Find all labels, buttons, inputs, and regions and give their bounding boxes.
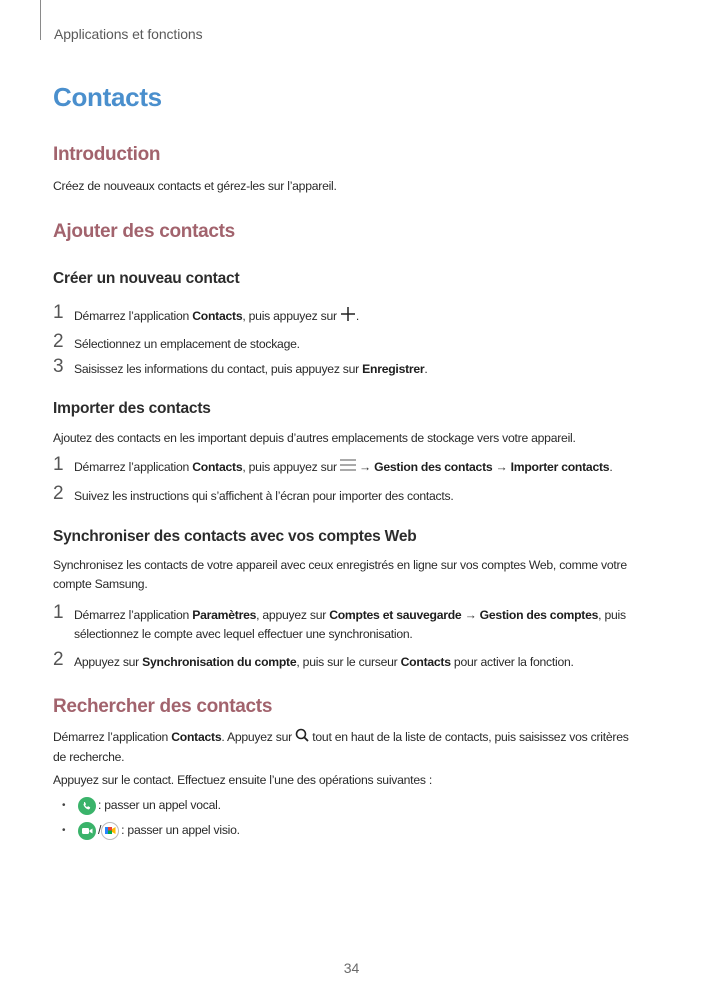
importer-intro: Ajoutez des contacts en les important depuis d’autres emplacements de stockage vers votre appareil. bbox=[53, 431, 576, 445]
page-title: Contacts bbox=[53, 82, 162, 112]
heading-ajouter: Ajouter des contacts bbox=[53, 221, 235, 242]
bullet-text: : passer un appel vocal. bbox=[98, 798, 221, 812]
menu-path: Gestion des contacts bbox=[374, 460, 493, 475]
bullet-text: : passer un appel visio. bbox=[121, 823, 240, 837]
running-header: Applications et fonctions bbox=[54, 26, 203, 42]
step-text: pour activer la fonction. bbox=[450, 655, 574, 669]
step-text: Saisissez les informations du contact, puis appuyez sur bbox=[74, 362, 363, 376]
video-call-icon bbox=[78, 822, 96, 840]
step-number: 1 bbox=[53, 302, 64, 323]
step-text: Démarrez l’application bbox=[74, 460, 193, 475]
heading-rechercher: Rechercher des contacts bbox=[53, 696, 273, 717]
plus-icon bbox=[340, 306, 356, 328]
search-icon bbox=[295, 728, 309, 748]
menu-path: Synchronisation du compte bbox=[142, 655, 297, 669]
arrow: → bbox=[461, 608, 480, 622]
bullet-dot: • bbox=[62, 800, 66, 811]
step-text: Démarrez l’application bbox=[74, 608, 193, 622]
text: tout en haut de la liste de contacts, puis saisissez vos critères de recherche. bbox=[53, 730, 629, 764]
step-text: , puis sur le curseur bbox=[296, 655, 401, 669]
button-name: Enregistrer bbox=[362, 362, 425, 376]
page-number: 34 bbox=[343, 960, 360, 976]
margin-rule bbox=[40, 0, 41, 40]
synchroniser-intro: Synchronisez les contacts de votre appareil avec ceux enregistrés en ligne sur vos comptes Web, comme votre compte Samsung. bbox=[53, 558, 627, 591]
step-text: , puis appuyez sur bbox=[242, 460, 340, 475]
arrow: → bbox=[355, 460, 375, 475]
punct: . bbox=[424, 362, 428, 376]
menu-path: Comptes et sauvegarde bbox=[329, 608, 462, 622]
arrow: → bbox=[492, 460, 511, 475]
step-number: 2 bbox=[53, 649, 64, 670]
menu-path: Gestion des comptes bbox=[479, 608, 599, 622]
toggle-name: Contacts bbox=[400, 655, 451, 669]
step-text: Sélectionnez un emplacement de stockage. bbox=[74, 337, 300, 351]
step-text: , puis appuyez sur bbox=[242, 309, 340, 324]
punct: . bbox=[355, 309, 360, 324]
app-name: Contacts bbox=[192, 460, 243, 475]
bullet-dot: • bbox=[62, 825, 66, 836]
heading-synchroniser: Synchroniser des contacts avec vos comptes Web bbox=[53, 528, 417, 545]
step-text: Démarrez l’application bbox=[74, 309, 193, 324]
app-name: Contacts bbox=[192, 309, 243, 324]
text: Démarrez l’application bbox=[53, 730, 172, 745]
step-text: , appuyez sur bbox=[256, 608, 330, 622]
step-number: 1 bbox=[53, 454, 64, 475]
step-number: 2 bbox=[53, 331, 64, 352]
app-name: Paramètres bbox=[192, 608, 257, 622]
step-text: Appuyez sur bbox=[74, 655, 143, 669]
step-text: Suivez les instructions qui s’affichent à l’écran pour importer des contacts. bbox=[74, 489, 454, 503]
rechercher-paragraph-2: Appuyez sur le contact. Effectuez ensuite l’une des opérations suivantes : bbox=[53, 773, 432, 787]
step-number: 1 bbox=[53, 602, 64, 623]
app-name: Contacts bbox=[171, 730, 222, 745]
phone-call-icon bbox=[78, 797, 96, 815]
introduction-text: Créez de nouveaux contacts et gérez-les sur l’appareil. bbox=[53, 179, 337, 193]
bullet-video-call bbox=[62, 821, 240, 840]
heading-introduction: Introduction bbox=[53, 144, 161, 165]
menu-icon bbox=[340, 458, 356, 478]
step-text: , puis sélectionnez le compte avec lequel effectuer une synchronisation. bbox=[74, 608, 626, 641]
meet-icon bbox=[101, 822, 119, 840]
step-number: 3 bbox=[53, 356, 64, 377]
step-number: 2 bbox=[53, 483, 64, 504]
separator: / bbox=[98, 823, 102, 837]
text: . Appuyez sur bbox=[221, 730, 296, 745]
heading-creer: Créer un nouveau contact bbox=[53, 270, 240, 287]
punct: . bbox=[609, 460, 613, 475]
bullet-voice-call bbox=[62, 796, 221, 815]
heading-importer: Importer des contacts bbox=[53, 400, 211, 417]
rechercher-paragraph-1 bbox=[53, 728, 633, 767]
menu-path: Importer contacts bbox=[510, 460, 610, 475]
